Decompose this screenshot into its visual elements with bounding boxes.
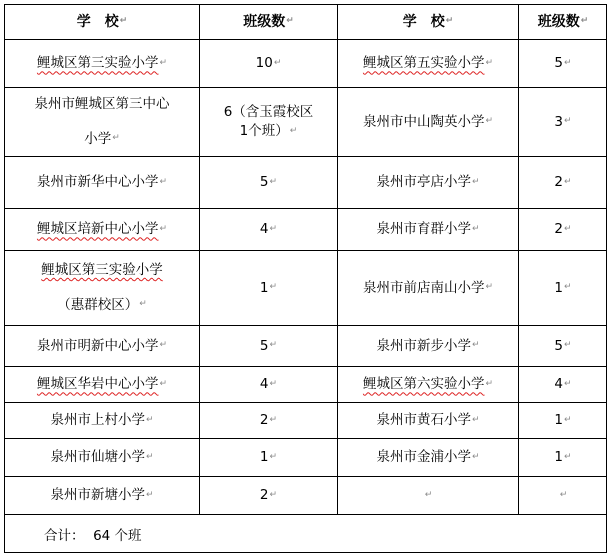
cell-text-line <box>260 279 277 298</box>
cell-text: 泉州市亭店小学 <box>376 174 471 191</box>
cell-text-line <box>35 87 170 122</box>
paragraph-mark: ↵ <box>159 340 168 351</box>
paragraph-mark: ↵ <box>485 378 494 389</box>
cell-text-line <box>256 54 282 73</box>
school-name-left <box>5 88 199 156</box>
paragraph-mark: ↵ <box>564 223 572 234</box>
paragraph-mark: ↵ <box>424 489 433 500</box>
cell-text: 1 <box>554 279 564 296</box>
cell-text-line <box>37 219 167 239</box>
cell-text: 1 <box>259 279 269 296</box>
school-name-left <box>5 367 199 402</box>
cell-text-line <box>224 103 314 122</box>
class-count-left <box>200 477 337 514</box>
paragraph-mark: ↵ <box>159 176 168 187</box>
cell-text: 泉州市黄石小学 <box>376 412 471 429</box>
cell-text-line <box>260 448 277 467</box>
paragraph-mark: ↵ <box>289 125 298 136</box>
paragraph-mark: ↵ <box>564 414 572 425</box>
table-rule-h <box>4 552 607 553</box>
cell-text: 泉州市前店南山小学 <box>362 279 485 296</box>
cell-text: 学 校 <box>402 13 445 30</box>
class-count-left <box>200 209 337 250</box>
school-name-left <box>5 251 199 325</box>
class-count-right <box>519 40 607 87</box>
class-count-left <box>200 403 337 438</box>
paragraph-mark: ↵ <box>269 378 278 389</box>
class-count-right <box>519 157 607 208</box>
cell-text: 鲤城区第三实验小学 <box>36 55 159 72</box>
class-count-right <box>519 88 607 156</box>
paragraph-mark: ↵ <box>580 15 589 26</box>
cell-text: 学 校 <box>76 13 119 30</box>
cell-text-line <box>37 374 167 394</box>
school-name-right <box>338 326 518 366</box>
paragraph-mark: ↵ <box>564 176 572 187</box>
school-name-right <box>338 477 518 514</box>
class-count-right <box>519 439 607 476</box>
paragraph-mark: ↵ <box>145 414 154 425</box>
cell-text: 5 <box>554 337 564 354</box>
class-count-right <box>519 403 607 438</box>
paragraph-mark: ↵ <box>269 451 278 462</box>
school-name-right <box>338 209 518 250</box>
cell-text-line <box>363 278 493 298</box>
paragraph-mark: ↵ <box>471 176 480 187</box>
paragraph-mark: ↵ <box>485 282 494 293</box>
cell-text-line <box>50 485 153 505</box>
cell-text-line <box>363 374 493 394</box>
paragraph-mark: ↵ <box>112 133 120 144</box>
cell-text: 小学 <box>84 131 112 147</box>
cell-text: 鲤城区培新中心小学 <box>36 221 159 238</box>
cell-text-line <box>554 219 571 239</box>
cell-text-line <box>538 12 589 33</box>
cell-text-line <box>50 447 153 467</box>
school-name-right <box>338 40 518 87</box>
cell-text: 5 <box>554 55 564 72</box>
cell-text: 鲤城区第五实验小学 <box>362 55 485 72</box>
class-count-left <box>200 40 337 87</box>
cell-text: 10 <box>255 55 273 72</box>
paragraph-mark: ↵ <box>485 57 494 68</box>
paragraph-mark: ↵ <box>471 414 480 425</box>
cell-text: 泉州市中山陶英小学 <box>362 113 485 130</box>
cell-text-line <box>260 411 277 430</box>
paragraph-mark: ↵ <box>145 489 154 500</box>
cell-text-line <box>554 112 571 132</box>
cell-text-line <box>35 122 170 157</box>
total-classes <box>44 515 142 552</box>
class-count-right <box>519 326 607 366</box>
header-school-right <box>338 5 518 39</box>
paragraph-mark: ↵ <box>269 489 278 500</box>
cell-text: 泉州市新塘小学 <box>50 487 145 504</box>
cell-text-line <box>376 219 479 239</box>
cell-text: 鲤城区第六实验小学 <box>362 376 485 393</box>
paragraph-mark: ↵ <box>269 340 278 351</box>
paragraph-mark: ↵ <box>471 451 480 462</box>
cell-text: 泉州市仙塘小学 <box>50 449 145 466</box>
cell-text-line <box>37 53 167 73</box>
paragraph-mark: ↵ <box>269 223 278 234</box>
paragraph-mark: ↵ <box>471 340 480 351</box>
cell-text: 泉州市上村小学 <box>50 412 145 429</box>
class-count-table <box>4 4 607 552</box>
cell-text: 1 <box>259 449 269 466</box>
paragraph-mark: ↵ <box>139 299 147 310</box>
cell-text-line <box>243 12 294 33</box>
paragraph-mark: ↵ <box>119 15 128 26</box>
cell-text: 鲤城区华岩中心小学 <box>36 376 159 393</box>
cell-text-line <box>554 374 571 394</box>
cell-text: 泉州市育群小学 <box>376 221 471 238</box>
paragraph-mark: ↵ <box>564 378 572 389</box>
cell-text-line <box>554 53 571 73</box>
school-name-right <box>338 157 518 208</box>
cell-text-line <box>376 410 479 430</box>
cell-text: 5 <box>259 337 269 354</box>
cell-text: 1 <box>554 449 564 466</box>
header-classes-left <box>200 5 337 39</box>
cell-text-line <box>376 336 479 356</box>
cell-text-line <box>77 12 128 33</box>
paragraph-mark: ↵ <box>485 116 494 127</box>
school-name-right <box>338 367 518 402</box>
cell-text-line <box>376 172 479 192</box>
cell-text: 4 <box>554 376 564 393</box>
cell-text: 2 <box>554 221 564 238</box>
paragraph-mark: ↵ <box>269 282 278 293</box>
paragraph-mark: ↵ <box>145 451 154 462</box>
cell-text: 6（含玉霞校区 <box>223 104 314 121</box>
school-name-right <box>338 88 518 156</box>
paragraph-mark: ↵ <box>564 116 572 127</box>
cell-text-line <box>424 485 433 505</box>
cell-text: 3 <box>554 113 564 130</box>
school-name-left <box>5 439 199 476</box>
cell-text: 泉州市鲤城区第三中心 <box>34 95 170 112</box>
school-name-right <box>338 403 518 438</box>
cell-text: 班级数 <box>537 13 580 30</box>
cell-text-line <box>363 53 493 73</box>
paragraph-mark: ↵ <box>159 378 168 389</box>
cell-text-line <box>554 410 571 430</box>
paragraph-mark: ↵ <box>159 57 168 68</box>
cell-text: 泉州市金浦小学 <box>376 449 471 466</box>
class-count-left <box>200 251 337 325</box>
paragraph-mark: ↵ <box>564 451 572 462</box>
header-classes-right <box>519 5 607 39</box>
cell-text-line <box>559 485 568 505</box>
paragraph-mark: ↵ <box>445 15 454 26</box>
class-count-left <box>200 367 337 402</box>
paragraph-mark: ↵ <box>564 340 572 351</box>
cell-text-line <box>50 410 153 430</box>
class-count-right <box>519 209 607 250</box>
school-name-right <box>338 439 518 476</box>
paragraph-mark: ↵ <box>471 223 480 234</box>
cell-text: 2 <box>259 487 269 504</box>
cell-text: 2 <box>259 412 269 429</box>
header-school-left <box>5 5 199 39</box>
class-count-left <box>200 88 337 156</box>
cell-text-line <box>37 336 167 356</box>
cell-text: 1个班） <box>239 123 289 139</box>
cell-text: 4 <box>259 221 269 238</box>
paragraph-mark: ↵ <box>273 57 282 68</box>
cell-text: 班级数 <box>243 13 286 30</box>
school-name-left <box>5 157 199 208</box>
cell-text-line <box>403 12 454 33</box>
school-name-left <box>5 403 199 438</box>
cell-text-line <box>260 486 277 505</box>
cell-text: （惠群校区） <box>57 297 139 313</box>
class-count-left <box>200 326 337 366</box>
cell-text-line <box>260 337 277 356</box>
cell-text-line <box>260 375 277 394</box>
cell-text-line <box>37 172 167 192</box>
cell-text-line <box>554 172 571 192</box>
cell-text-line <box>41 288 163 323</box>
paragraph-mark: ↵ <box>286 15 294 26</box>
school-name-left <box>5 40 199 87</box>
cell-text-line <box>260 220 277 239</box>
cell-text-line <box>260 173 277 192</box>
paragraph-mark: ↵ <box>269 176 278 187</box>
cell-text-line <box>363 112 493 132</box>
class-count-left <box>200 157 337 208</box>
paragraph-mark: ↵ <box>559 489 568 500</box>
total-text: 合计： 64 个班 <box>44 527 142 544</box>
class-count-right <box>519 251 607 325</box>
cell-text-line <box>554 278 571 298</box>
paragraph-mark: ↵ <box>564 282 572 293</box>
school-name-left <box>5 477 199 514</box>
cell-text: 1 <box>554 412 564 429</box>
school-name-left <box>5 326 199 366</box>
cell-text-line <box>554 336 571 356</box>
cell-text: 5 <box>259 174 269 191</box>
school-name-right <box>338 251 518 325</box>
class-count-left <box>200 439 337 476</box>
cell-text: 泉州市新华中心小学 <box>36 174 159 191</box>
school-name-left <box>5 209 199 250</box>
class-count-right <box>519 367 607 402</box>
cell-text: 4 <box>259 376 269 393</box>
cell-text-line <box>41 253 163 288</box>
class-count-right <box>519 477 607 514</box>
paragraph-mark: ↵ <box>269 414 278 425</box>
cell-text-line <box>554 447 571 467</box>
cell-text: 泉州市新步小学 <box>376 337 471 354</box>
cell-text: 泉州市明新中心小学 <box>36 337 159 354</box>
cell-text: 2 <box>554 174 564 191</box>
cell-text-line <box>224 122 314 141</box>
cell-text-line <box>376 447 479 467</box>
paragraph-mark: ↵ <box>564 57 572 68</box>
paragraph-mark: ↵ <box>159 223 168 234</box>
cell-text: 鲤城区第三实验小学 <box>41 261 163 278</box>
